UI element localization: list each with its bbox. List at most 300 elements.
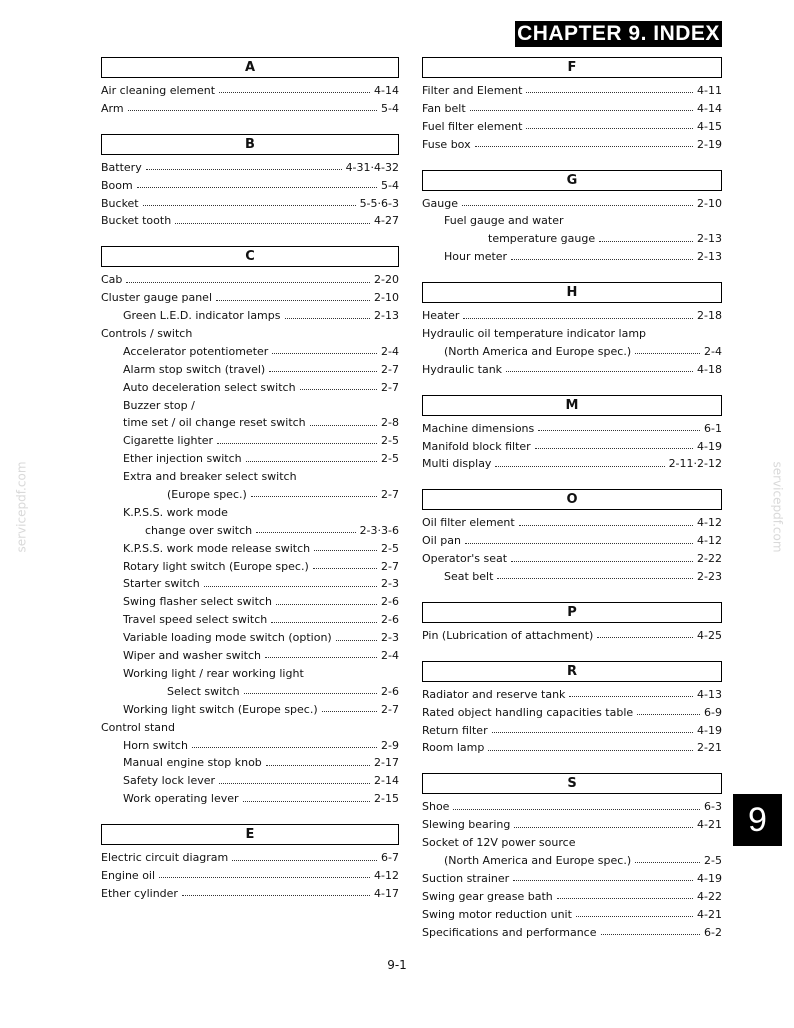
dot-leader bbox=[256, 532, 355, 533]
dot-leader bbox=[511, 561, 693, 562]
entry-page: 4-22 bbox=[697, 889, 722, 903]
entry-name: Alarm stop switch (travel) bbox=[123, 362, 266, 376]
entry-page: 2-23 bbox=[697, 570, 722, 584]
entry-page: 4-12 bbox=[697, 516, 722, 530]
page-number: 9-1 bbox=[387, 958, 407, 972]
index-entry bbox=[422, 906, 722, 924]
entry-page: 4-21 bbox=[697, 907, 722, 921]
dot-leader bbox=[597, 637, 693, 638]
index-entry bbox=[422, 118, 722, 136]
index-entry bbox=[422, 739, 722, 757]
index-entry bbox=[422, 627, 722, 645]
dot-leader bbox=[266, 765, 370, 766]
dot-leader bbox=[243, 801, 370, 802]
entry-page: 4-12 bbox=[697, 534, 722, 548]
index-entry bbox=[422, 307, 722, 325]
entry-page: 4-14 bbox=[374, 84, 399, 97]
dot-leader bbox=[475, 146, 693, 147]
entry-page: 4-19 bbox=[697, 871, 722, 885]
index-entry bbox=[422, 888, 722, 906]
section-letter: G bbox=[422, 170, 722, 191]
entry-name: Rotary light switch (Europe spec.) bbox=[123, 559, 309, 573]
dot-leader bbox=[314, 550, 377, 551]
index-entry bbox=[101, 468, 399, 486]
dot-leader bbox=[269, 371, 377, 372]
index-entry bbox=[101, 540, 399, 558]
index-entry bbox=[101, 504, 399, 522]
index-entry bbox=[422, 438, 722, 456]
index-entry bbox=[422, 230, 722, 248]
entry-name: Hydraulic tank bbox=[422, 362, 503, 376]
section-gap bbox=[422, 645, 722, 661]
index-entry bbox=[422, 361, 722, 379]
entry-page: 4-12 bbox=[374, 868, 399, 882]
index-entry bbox=[422, 686, 722, 704]
dot-leader bbox=[322, 711, 377, 712]
section-gap bbox=[422, 154, 722, 170]
entry-name: Select switch bbox=[167, 684, 240, 698]
index-entry bbox=[101, 414, 399, 432]
entry-name: (North America and Europe spec.) bbox=[444, 344, 632, 358]
index-entry bbox=[422, 100, 722, 118]
index-entry bbox=[101, 271, 399, 289]
entry-page: 2-3 bbox=[381, 577, 399, 591]
watermark-left: servicepdf.com bbox=[14, 461, 29, 553]
entry-page: 2-10 bbox=[697, 196, 722, 210]
entry-name: Return filter bbox=[422, 723, 488, 737]
entry-name: Hydraulic oil temperature indicator lamp bbox=[422, 327, 647, 341]
entry-name: K.P.S.S. work mode release switch bbox=[123, 541, 311, 555]
entry-name: Cab bbox=[101, 273, 123, 287]
entry-page: 2-4 bbox=[381, 649, 399, 663]
entry-page: 5-4 bbox=[381, 178, 399, 192]
entry-page: 2-6 bbox=[381, 684, 399, 698]
index-entry bbox=[422, 212, 722, 230]
entry-page: 4-14 bbox=[697, 101, 722, 115]
index-section-o bbox=[422, 489, 722, 586]
chapter-title: CHAPTER 9. INDEX bbox=[515, 21, 722, 47]
dot-leader bbox=[599, 241, 693, 242]
dot-leader bbox=[495, 466, 664, 467]
entry-name: Heater bbox=[422, 309, 460, 323]
dot-leader bbox=[219, 92, 370, 93]
section-letter: H bbox=[422, 282, 722, 303]
dot-leader bbox=[519, 525, 693, 526]
entry-page: 6-2 bbox=[704, 925, 722, 939]
dot-leader bbox=[635, 862, 700, 863]
entry-name: Cigarette lighter bbox=[123, 434, 214, 448]
entry-name: Fuel gauge and water bbox=[444, 214, 564, 228]
entry-name: (North America and Europe spec.) bbox=[444, 854, 632, 868]
entry-page: 6-7 bbox=[381, 851, 399, 865]
dot-leader bbox=[244, 693, 377, 694]
entry-name: Air cleaning element bbox=[101, 84, 216, 97]
dot-leader bbox=[535, 448, 693, 449]
dot-leader bbox=[143, 205, 356, 206]
index-entry bbox=[101, 867, 399, 885]
dot-leader bbox=[310, 425, 377, 426]
entry-page: 4-18 bbox=[697, 362, 722, 376]
entry-page: 2-5 bbox=[704, 854, 722, 868]
entry-name: Seat belt bbox=[444, 570, 494, 584]
dot-leader bbox=[175, 223, 370, 224]
dot-leader bbox=[219, 783, 370, 784]
entry-name: Room lamp bbox=[422, 741, 485, 755]
entry-name: Slewing bearing bbox=[422, 818, 511, 832]
index-entry bbox=[422, 455, 722, 473]
index-entry bbox=[101, 885, 399, 903]
index-entry bbox=[101, 100, 399, 118]
entry-page: 4-19 bbox=[697, 439, 722, 453]
section-gap bbox=[101, 808, 399, 824]
entry-page: 2-21 bbox=[697, 741, 722, 755]
index-column-left bbox=[101, 57, 399, 903]
section-letter: R bbox=[422, 661, 722, 682]
section-gap bbox=[422, 586, 722, 602]
entry-name: Swing motor reduction unit bbox=[422, 907, 572, 921]
entry-name: (Europe spec.) bbox=[167, 488, 247, 502]
dot-leader bbox=[182, 895, 370, 896]
index-entry bbox=[422, 704, 722, 722]
entry-page: 5-5·6-3 bbox=[359, 196, 399, 210]
dot-leader bbox=[506, 371, 693, 372]
index-entry bbox=[101, 361, 399, 379]
index-entry bbox=[101, 719, 399, 737]
dot-leader bbox=[300, 389, 377, 390]
index-section-m bbox=[422, 395, 722, 474]
index-entry bbox=[101, 611, 399, 629]
dot-leader bbox=[137, 187, 377, 188]
entry-name: Fan belt bbox=[422, 101, 466, 115]
index-section-g bbox=[422, 170, 722, 267]
dot-leader bbox=[276, 604, 377, 605]
entry-page: 2-20 bbox=[374, 273, 399, 287]
index-entry bbox=[101, 379, 399, 397]
dot-leader bbox=[285, 318, 371, 319]
index-entry bbox=[101, 432, 399, 450]
entry-page: 2-22 bbox=[697, 552, 722, 566]
entry-name: Cluster gauge panel bbox=[101, 291, 212, 305]
entry-page: 2-6 bbox=[381, 613, 399, 627]
entry-page: 2-7 bbox=[381, 380, 399, 394]
entry-name: Machine dimensions bbox=[422, 421, 535, 435]
dot-leader bbox=[514, 827, 693, 828]
entry-name: Manual engine stop knob bbox=[123, 756, 262, 770]
entry-name: Electric circuit diagram bbox=[101, 851, 229, 865]
section-letter: A bbox=[101, 57, 399, 78]
index-entry bbox=[101, 159, 399, 177]
dot-leader bbox=[497, 578, 693, 579]
entry-page: 2-7 bbox=[381, 702, 399, 716]
section-letter: B bbox=[101, 134, 399, 155]
entry-page: 2-11·2-12 bbox=[668, 457, 722, 471]
index-entry bbox=[101, 665, 399, 683]
section-gap bbox=[101, 230, 399, 246]
entry-name: Rated object handling capacities table bbox=[422, 705, 634, 719]
index-entry bbox=[101, 772, 399, 790]
index-section-a bbox=[101, 57, 399, 118]
dot-leader bbox=[216, 300, 370, 301]
dot-leader bbox=[265, 657, 377, 658]
index-entry bbox=[422, 514, 722, 532]
entry-name: change over switch bbox=[145, 523, 253, 537]
index-entry bbox=[422, 195, 722, 213]
entry-page: 2-19 bbox=[697, 137, 722, 151]
entry-name: Fuel filter element bbox=[422, 119, 523, 133]
dot-leader bbox=[637, 714, 700, 715]
index-entry bbox=[101, 849, 399, 867]
entry-page: 2-8 bbox=[381, 416, 399, 430]
index-entry bbox=[101, 558, 399, 576]
entry-name: Safety lock lever bbox=[123, 774, 216, 788]
index-entry bbox=[101, 593, 399, 611]
dot-leader bbox=[453, 809, 700, 810]
entry-name: Arm bbox=[101, 101, 124, 115]
dot-leader bbox=[204, 586, 377, 587]
entry-name: Controls / switch bbox=[101, 327, 193, 341]
entry-name: Operator's seat bbox=[422, 552, 508, 566]
entry-page: 6-9 bbox=[704, 705, 722, 719]
index-entry bbox=[101, 82, 399, 100]
dot-leader bbox=[246, 461, 377, 462]
section-gap bbox=[422, 379, 722, 395]
entry-page: 4-19 bbox=[697, 723, 722, 737]
index-entry bbox=[101, 790, 399, 808]
index-section-e bbox=[101, 824, 399, 903]
dot-leader bbox=[538, 430, 700, 431]
index-entry bbox=[422, 248, 722, 266]
index-entry bbox=[101, 450, 399, 468]
index-entry bbox=[422, 136, 722, 154]
entry-name: Auto deceleration select switch bbox=[123, 380, 296, 394]
entry-name: Control stand bbox=[101, 720, 175, 734]
dot-leader bbox=[492, 732, 693, 733]
entry-name: Green L.E.D. indicator lamps bbox=[123, 309, 281, 323]
dot-leader bbox=[313, 568, 377, 569]
entry-page: 2-18 bbox=[697, 309, 722, 323]
entry-page: 2-13 bbox=[374, 309, 399, 323]
entry-name: Working light switch (Europe spec.) bbox=[123, 702, 318, 716]
entry-page: 2-5 bbox=[381, 452, 399, 466]
entry-name: temperature gauge bbox=[488, 232, 596, 246]
index-entry bbox=[101, 289, 399, 307]
section-gap bbox=[422, 473, 722, 489]
dot-leader bbox=[557, 898, 693, 899]
entry-page: 2-7 bbox=[381, 559, 399, 573]
entry-name: Work operating lever bbox=[123, 792, 239, 806]
index-entry bbox=[101, 629, 399, 647]
entry-name: Bucket bbox=[101, 196, 139, 210]
entry-name: Socket of 12V power source bbox=[422, 836, 576, 850]
dot-leader bbox=[488, 750, 693, 751]
index-entry bbox=[101, 522, 399, 540]
section-letter: M bbox=[422, 395, 722, 416]
entry-name: Horn switch bbox=[123, 738, 188, 752]
index-entry bbox=[101, 754, 399, 772]
dot-leader bbox=[513, 880, 693, 881]
entry-page: 4-21 bbox=[697, 818, 722, 832]
entry-name: Suction strainer bbox=[422, 871, 510, 885]
entry-name: Ether injection switch bbox=[123, 452, 242, 466]
index-entry bbox=[422, 550, 722, 568]
entry-page: 4-27 bbox=[374, 214, 399, 228]
entry-page: 2-15 bbox=[374, 792, 399, 806]
dot-leader bbox=[465, 543, 693, 544]
entry-name: Ether cylinder bbox=[101, 886, 178, 900]
entry-name: Multi display bbox=[422, 457, 492, 471]
entry-name: Filter and Element bbox=[422, 84, 523, 97]
index-entry bbox=[101, 683, 399, 701]
entry-name: Specifications and performance bbox=[422, 925, 597, 939]
index-entry bbox=[101, 177, 399, 195]
dot-leader bbox=[601, 934, 701, 935]
entry-page: 4-31·4-32 bbox=[345, 160, 399, 174]
index-section-c bbox=[101, 246, 399, 808]
index-entry bbox=[101, 486, 399, 504]
entry-page: 4-15 bbox=[697, 119, 722, 133]
dot-leader bbox=[251, 496, 377, 497]
entry-page: 2-13 bbox=[697, 250, 722, 264]
section-letter: E bbox=[101, 824, 399, 845]
entry-name: Working light / rear working light bbox=[123, 666, 304, 680]
entry-name: Hour meter bbox=[444, 250, 508, 264]
index-entry bbox=[422, 343, 722, 361]
index-column-right bbox=[422, 57, 722, 942]
entry-name: Swing gear grease bath bbox=[422, 889, 553, 903]
entry-page: 6-1 bbox=[704, 421, 722, 435]
index-section-p bbox=[422, 602, 722, 645]
entry-page: 2-4 bbox=[381, 344, 399, 358]
entry-name: Oil pan bbox=[422, 534, 461, 548]
entry-page: 2-5 bbox=[381, 541, 399, 555]
entry-name: Travel speed select switch bbox=[123, 613, 268, 627]
index-entry bbox=[422, 852, 722, 870]
entry-name: Buzzer stop / bbox=[123, 398, 195, 412]
entry-page: 2-14 bbox=[374, 774, 399, 788]
entry-name: Variable loading mode switch (option) bbox=[123, 631, 332, 645]
index-entry bbox=[422, 568, 722, 586]
entry-name: Oil filter element bbox=[422, 516, 515, 530]
entry-name: Starter switch bbox=[123, 577, 200, 591]
entry-page: 2-5 bbox=[381, 434, 399, 448]
entry-name: Pin (Lubrication of attachment) bbox=[422, 628, 594, 642]
dot-leader bbox=[463, 318, 693, 319]
entry-name: Battery bbox=[101, 160, 142, 174]
dot-leader bbox=[569, 696, 693, 697]
section-gap bbox=[101, 118, 399, 134]
entry-page: 2-17 bbox=[374, 756, 399, 770]
entry-page: 6-3 bbox=[704, 800, 722, 814]
entry-name: Shoe bbox=[422, 800, 450, 814]
dot-leader bbox=[511, 259, 693, 260]
entry-page: 4-13 bbox=[697, 687, 722, 701]
entry-name: Gauge bbox=[422, 196, 458, 210]
entry-page: 2-10 bbox=[374, 291, 399, 305]
entry-name: K.P.S.S. work mode bbox=[123, 505, 228, 519]
section-letter: S bbox=[422, 773, 722, 794]
index-entry bbox=[101, 307, 399, 325]
entry-name: Extra and breaker select switch bbox=[123, 470, 297, 484]
entry-name: Radiator and reserve tank bbox=[422, 687, 566, 701]
dot-leader bbox=[146, 169, 342, 170]
dot-leader bbox=[462, 205, 693, 206]
entry-name: Wiper and washer switch bbox=[123, 649, 261, 663]
index-entry bbox=[101, 343, 399, 361]
index-entry bbox=[101, 195, 399, 213]
dot-leader bbox=[232, 860, 377, 861]
dot-leader bbox=[470, 110, 693, 111]
index-section-f bbox=[422, 57, 722, 154]
entry-name: Swing flasher select switch bbox=[123, 595, 272, 609]
index-entry bbox=[101, 397, 399, 415]
index-entry bbox=[422, 532, 722, 550]
dot-leader bbox=[526, 92, 693, 93]
index-entry bbox=[422, 325, 722, 343]
index-section-s bbox=[422, 773, 722, 941]
index-entry bbox=[101, 647, 399, 665]
index-entry bbox=[422, 420, 722, 438]
dot-leader bbox=[128, 110, 377, 111]
index-entry bbox=[422, 722, 722, 740]
index-entry bbox=[422, 798, 722, 816]
section-letter: O bbox=[422, 489, 722, 510]
index-entry bbox=[422, 924, 722, 942]
index-section-h bbox=[422, 282, 722, 379]
entry-name: Manifold block filter bbox=[422, 439, 531, 453]
dot-leader bbox=[126, 282, 370, 283]
index-section-b bbox=[101, 134, 399, 231]
entry-name: Engine oil bbox=[101, 868, 156, 882]
index-entry bbox=[422, 82, 722, 100]
entry-name: time set / oil change reset switch bbox=[123, 416, 306, 430]
entry-page: 2-3 bbox=[381, 631, 399, 645]
dot-leader bbox=[635, 353, 700, 354]
entry-page: 2-13 bbox=[697, 232, 722, 246]
entry-page: 4-17 bbox=[374, 886, 399, 900]
index-entry bbox=[101, 325, 399, 343]
entry-page: 2-4 bbox=[704, 344, 722, 358]
dot-leader bbox=[271, 622, 377, 623]
section-letter: C bbox=[101, 246, 399, 267]
index-entry bbox=[101, 737, 399, 755]
index-entry bbox=[101, 701, 399, 719]
entry-page: 2-6 bbox=[381, 595, 399, 609]
entry-page: 2-7 bbox=[381, 362, 399, 376]
section-letter: P bbox=[422, 602, 722, 623]
index-entry bbox=[422, 816, 722, 834]
dot-leader bbox=[272, 353, 377, 354]
entry-name: Boom bbox=[101, 178, 133, 192]
entry-page: 2-9 bbox=[381, 738, 399, 752]
entry-page: 5-4 bbox=[381, 101, 399, 115]
index-entry bbox=[101, 575, 399, 593]
entry-page: 4-11 bbox=[697, 84, 722, 97]
dot-leader bbox=[192, 747, 377, 748]
entry-page: 2-7 bbox=[381, 488, 399, 502]
index-section-r bbox=[422, 661, 722, 758]
dot-leader bbox=[159, 877, 370, 878]
dot-leader bbox=[336, 640, 377, 641]
dot-leader bbox=[217, 443, 377, 444]
chapter-tab: 9 bbox=[733, 794, 782, 846]
dot-leader bbox=[576, 916, 693, 917]
entry-page: 4-25 bbox=[697, 628, 722, 642]
section-gap bbox=[422, 266, 722, 282]
section-letter: F bbox=[422, 57, 722, 78]
index-entry bbox=[422, 870, 722, 888]
entry-page: 2-3·3-6 bbox=[359, 523, 399, 537]
section-gap bbox=[422, 757, 722, 773]
